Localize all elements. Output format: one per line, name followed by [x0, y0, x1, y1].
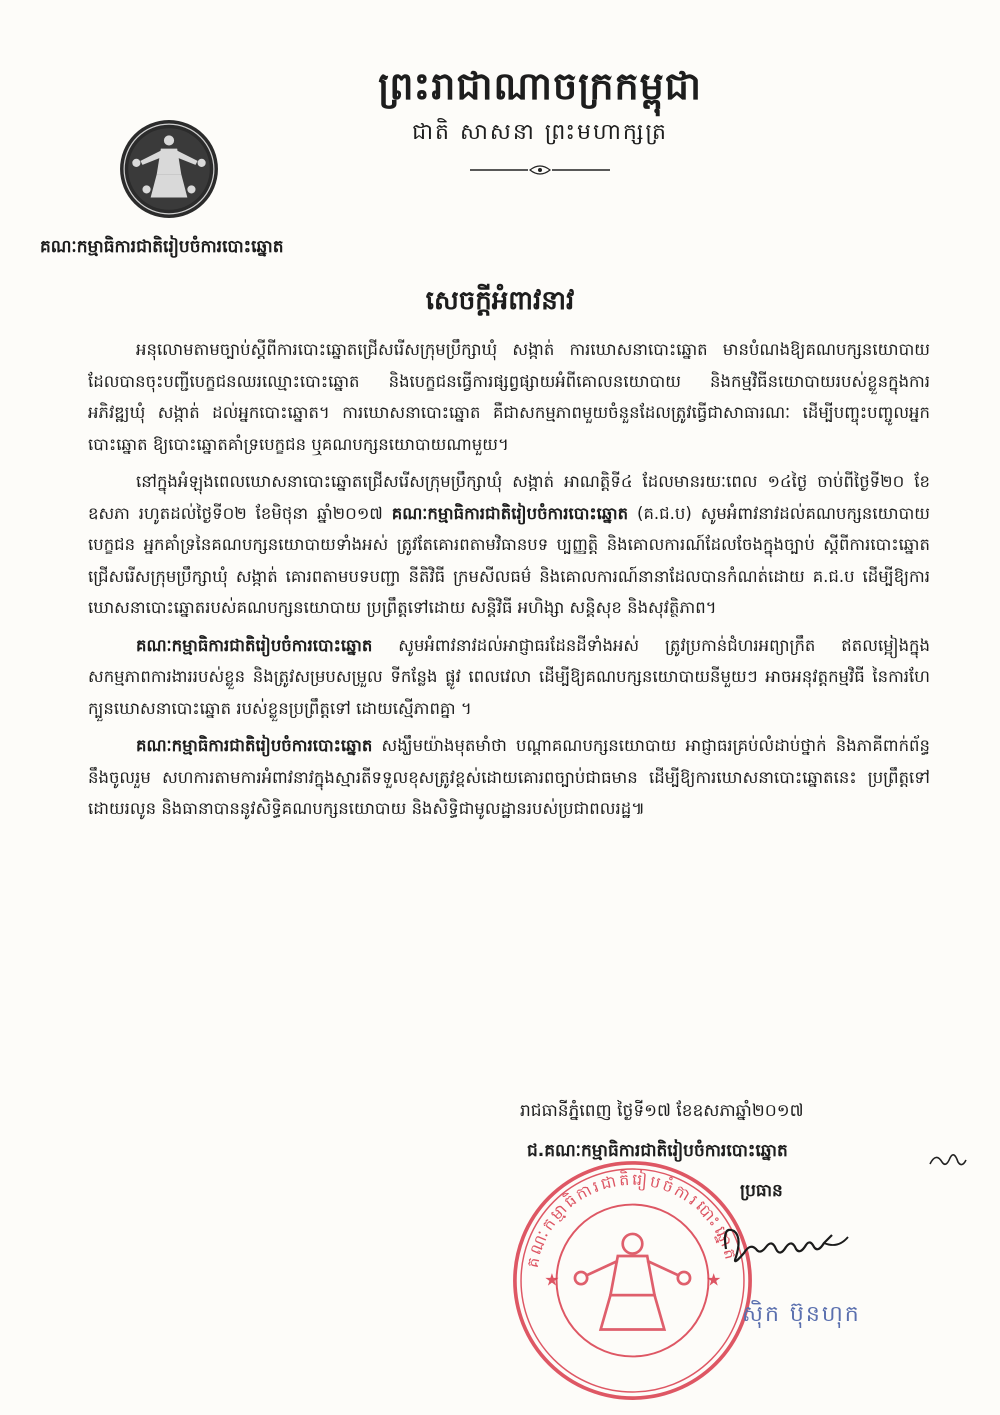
paragraph-text: សូមអំពាវនាវដល់អាជ្ញាធរដែនដីទាំងអស់ ត្រូវប្រកាន់ជំហរអព្យាក្រឹត ឥតលម្អៀងក្នុងសកម្មភាពការងាររបស់ខ្លួន និងត្រូវសម្របសម្រួល ទីកន្លែង ផ្លូវ ពេលវេលា ដើម្បីឱ្យគណបក្សនយោបាយនីមួយៗ អាចអនុវត្តកម្មវិធី នៃការហែក្បួនឃោសនាបោះឆ្នោត របស់ខ្លួនប្រព្រឹត្តទៅ ដោយស្មើភាពគ្នា ។	[88, 635, 930, 718]
paragraph-text: នៅក្នុងអំឡុងពេលឃោសនាបោះឆ្នោតជ្រើសរើសក្រុមប្រឹក្សាឃុំ សង្កាត់ អាណត្តិទី៤ ដែលមានរយៈពេល ១៤ថ្ងៃ ចាប់ពីថ្ងៃទី២០ ខែឧសភា រហូតដល់ថ្ងៃទី០២ ខែមិថុនា ឆ្នាំ២០១៧	[88, 472, 930, 523]
svg-text:★: ★	[544, 1270, 560, 1291]
committee-name-bold: គណៈកម្មាធិការជាតិរៀបចំការបោះឆ្នោត	[136, 736, 373, 755]
paragraph-1	[88, 334, 930, 460]
divider-ornament-icon	[470, 163, 610, 177]
committee-name: គណៈកម្មាធិការជាតិរៀបចំការបោះឆ្នោត	[40, 237, 284, 257]
committee-name-bold: គណៈកម្មាធិការជាតិរៀបចំការបោះឆ្នោត	[136, 635, 373, 655]
svg-text:★: ★	[706, 1270, 722, 1291]
document-body	[88, 334, 930, 831]
date-line: រាជធានីភ្នំពេញ ថ្ងៃទី១៧ ខែឧសភាឆ្នាំ២០១៧	[520, 1101, 804, 1121]
initial-mark	[928, 1148, 968, 1172]
kingdom-title: ព្រះរាជាណាចក្រកម្ពុជា	[378, 64, 702, 108]
official-seal-stamp	[510, 1158, 755, 1403]
signatory-role: ប្រធាន	[740, 1181, 783, 1201]
paragraph-3	[88, 630, 930, 725]
document-title: សេចក្ដីអំពាវនាវ	[425, 286, 575, 316]
paragraph-4	[88, 730, 930, 825]
paragraph-text: អនុលោមតាមច្បាប់ស្ដីពីការបោះឆ្នោតជ្រើសរើសក្រុមប្រឹក្សាឃុំ សង្កាត់ ការឃោសនាបោះឆ្នោត មានបំណងឱ្យគណបក្សនយោបាយដែលបានចុះបញ្ជីបេក្ខជនឈរឈ្មោះបោះឆ្នោត និងបេក្ខជនធ្វើការផ្សព្វផ្សាយអំពីគោលនយោបាយ និងកម្មវិធីនយោបាយរបស់ខ្លួនក្នុងការអភិវឌ្ឍឃុំ សង្កាត់ ដល់អ្នកបោះឆ្នោត។ ការឃោសនាបោះឆ្នោត គឺជាសកម្មភាពមួយចំនួនដែលត្រូវធ្វើជាសាធារណៈ ដើម្បីបញ្ចុះបញ្ចូលអ្នកបោះឆ្នោត ឱ្យបោះឆ្នោតគាំទ្របេក្ខជន ឬគណបក្សនយោបាយណាមួយ។	[88, 340, 930, 454]
committee-emblem-icon	[118, 118, 220, 220]
paragraph-text: (គ.ជ.ប) សូមអំពាវនាវដល់គណបក្សនយោបាយ បេក្ខជន អ្នកគាំទ្រនៃគណបក្សនយោបាយទាំងអស់ ត្រូវតែគោរពតាមវិធានបទ ប្បញ្ញត្តិ និងគោលការណ៍ដែលចែងក្នុងច្បាប់ ស្ដីពីការបោះឆ្នោតជ្រើសរើសក្រុមប្រឹក្សាឃុំ សង្កាត់ គោរពតាមបទបញ្ជា នីតិវិធី ក្រមសីលធម៌ និងគោលការណ៍នានាដែលបានកំណត់ដោយ គ.ជ.ប ដើម្បីឱ្យការឃោសនាបោះឆ្នោតរបស់គណបក្សនយោបាយ ប្រព្រឹត្តទៅដោយ សន្តិវិធី អហិង្សា សន្តិសុខ និងសុវត្ថិភាព។	[88, 503, 930, 617]
signatory-organization: ជ.គណៈកម្មាធិការជាតិរៀបចំការបោះឆ្នោត	[527, 1141, 788, 1161]
committee-name-bold: គណៈកម្មាធិការជាតិរៀបចំការបោះឆ្នោត	[391, 503, 629, 523]
paragraph-text: សង្ឃឹមយ៉ាងមុតមាំថា បណ្ដាគណបក្សនយោបាយ អាជ្ញាធរគ្រប់លំដាប់ថ្នាក់ និងភាគីពាក់ព័ន្ធនឹងចូលរួម សហការតាមការអំពាវនាវក្នុងស្មារតីទទួលខុសត្រូវខ្ពស់ដោយគោរពច្បាប់ជាធមាន ដើម្បីឱ្យការឃោសនាបោះឆ្នោតនេះ ប្រព្រឹត្តទៅដោយរលូន និងធានាបាននូវសិទ្ធិគណបក្សនយោបាយ និងសិទ្ធិជាមូលដ្ឋានរបស់ប្រជាពលរដ្ឋ៕	[88, 736, 930, 818]
signer-name: ស៊ិក ប៊ុនហុក	[742, 1302, 861, 1327]
national-motto: ជាតិ សាសនា ព្រះមហាក្សត្រ	[412, 120, 668, 145]
seal-text: គណៈកម្មាធិការជាតិរៀបចំការបោះឆ្នោត	[522, 1169, 742, 1270]
handwritten-signature	[720, 1205, 860, 1275]
paragraph-2	[88, 466, 930, 624]
